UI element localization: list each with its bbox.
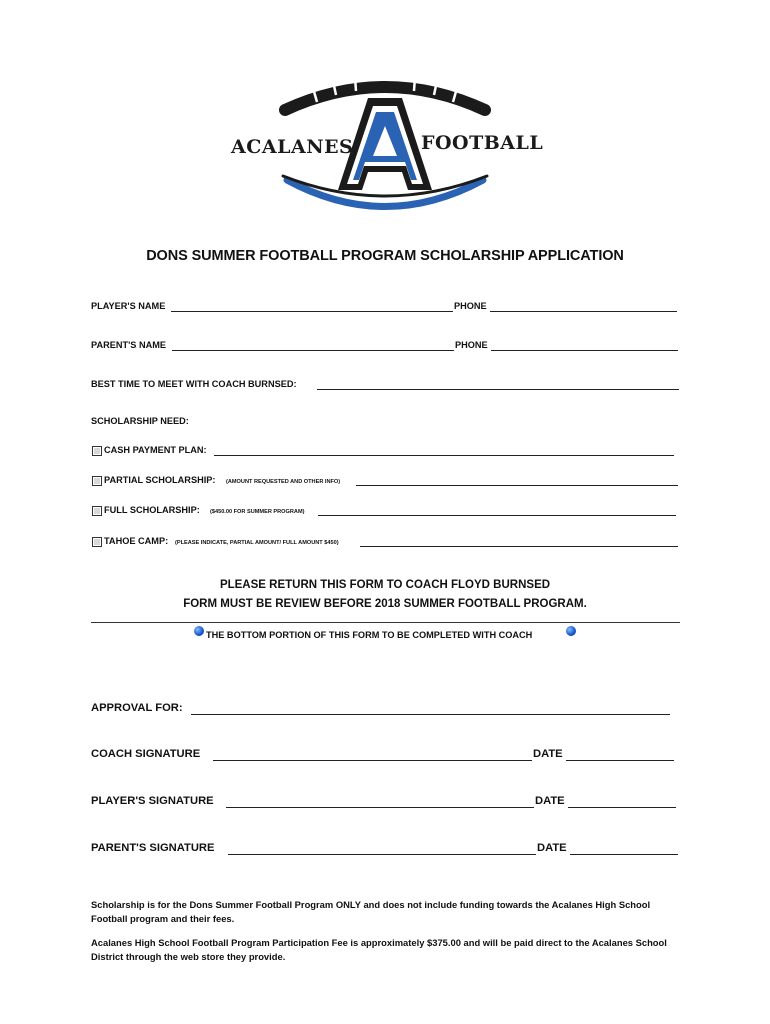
bottom-portion-note: THE BOTTOM PORTION OF THIS FORM TO BE COMPLETED WITH COACH [206,630,533,640]
parent-date-label: DATE [537,842,567,854]
players-name-label: PLAYER'S NAME [91,301,166,311]
full-scholarship-label: FULL SCHOLARSHIP: [104,505,200,515]
approval-for-field[interactable] [191,714,670,715]
partial-scholarship-label: PARTIAL SCHOLARSHIP: [104,475,216,485]
cash-payment-label: CASH PAYMENT PLAN: [104,445,207,455]
parents-name-field[interactable] [172,350,454,351]
coach-date-field[interactable] [566,760,674,761]
tahoe-camp-note: (PLEASE INDICATE, PARTIAL AMOUNT/ FULL AMOUNT $450) [175,540,339,546]
partial-scholarship-field[interactable] [356,485,678,486]
tahoe-camp-label: TAHOE CAMP: [104,536,169,546]
logo-left-word: ACALANES [231,136,354,158]
full-scholarship-note: ($450.00 FOR SUMMER PROGRAM) [210,509,305,515]
partial-scholarship-note: (AMOUNT REQUESTED AND OTHER INFO) [226,479,341,485]
separator-line [91,622,680,623]
full-scholarship-field[interactable] [318,515,676,516]
partial-scholarship-checkbox[interactable] [92,476,102,486]
return-instruction-line1: PLEASE RETURN THIS FORM TO COACH FLOYD BURNSED [219,579,551,591]
return-instruction-line2: FORM MUST BE REVIEW BEFORE 2018 SUMMER FOOTBALL PROGRAM. [183,598,587,610]
acalanes-football-logo [225,68,545,228]
logo-right-word: FOOTBALL [421,132,544,154]
player-phone-label: PHONE [454,301,487,311]
player-date-label: DATE [535,795,565,807]
best-time-field[interactable] [317,389,679,390]
tahoe-camp-checkbox[interactable] [92,537,102,547]
blue-bullet-icon [566,626,576,636]
parents-signature-field[interactable] [228,854,536,855]
coach-signature-field[interactable] [213,760,532,761]
parents-signature-label: PARENT'S SIGNATURE [91,842,215,854]
parents-name-label: PARENT'S NAME [91,340,167,350]
parent-date-field[interactable] [570,854,678,855]
participation-fee-note: Acalanes High School Football Program Participation Fee is approximately $375.00 and will be paid direct to the Acalanes School District through the web store they provide. [91,937,667,962]
coach-signature-label: COACH SIGNATURE [91,748,201,760]
blue-bullet-icon [194,626,204,636]
player-date-field[interactable] [568,807,676,808]
full-scholarship-checkbox[interactable] [92,506,102,516]
cash-payment-checkbox[interactable] [92,446,102,456]
parent-phone-label: PHONE [455,340,488,350]
parent-phone-field[interactable] [491,350,678,351]
cash-payment-field[interactable] [214,455,674,456]
players-name-field[interactable] [171,311,453,312]
approval-for-label: APPROVAL FOR: [91,702,183,714]
players-signature-field[interactable] [226,807,534,808]
best-time-label: BEST TIME TO MEET WITH COACH BURNSED: [91,379,297,389]
players-signature-label: PLAYER'S SIGNATURE [91,795,214,807]
tahoe-camp-field[interactable] [360,546,678,547]
coach-date-label: DATE [533,748,563,760]
scholarship-need-label: SCHOLARSHIP NEED: [91,416,189,426]
scholarship-disclaimer: Scholarship is for the Dons Summer Football Program ONLY and does not include funding towards the Acalanes High School Football program and their fees. [91,899,651,924]
player-phone-field[interactable] [490,311,677,312]
form-title: DONS SUMMER FOOTBALL PROGRAM SCHOLARSHIP APPLICATION [146,248,624,264]
